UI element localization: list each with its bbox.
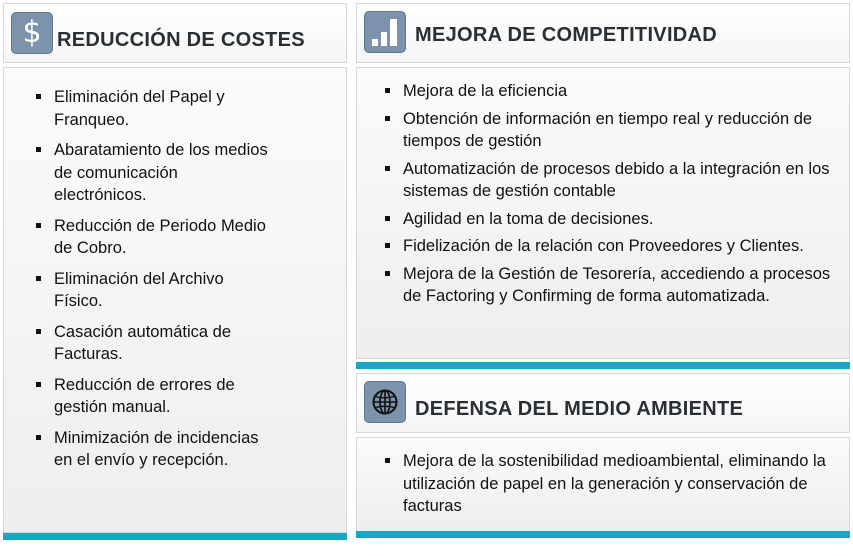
list-item: Eliminación del Archivo Físico. bbox=[32, 268, 272, 313]
accent-bar bbox=[3, 533, 347, 540]
list-item: Reducción de Periodo Medio de Cobro. bbox=[32, 215, 272, 260]
costs-panel bbox=[3, 3, 347, 540]
costs-header bbox=[3, 3, 347, 63]
accent-bar bbox=[356, 362, 850, 369]
competitiveness-header bbox=[356, 3, 850, 63]
accent-bar bbox=[356, 531, 850, 538]
globe-icon bbox=[364, 381, 406, 423]
competitiveness-panel bbox=[356, 3, 850, 368]
bar-chart-icon bbox=[364, 11, 406, 53]
environment-title: DEFENSA DEL MEDIO AMBIENTE bbox=[415, 398, 744, 420]
list-item: Reducción de errores de gestión manual. bbox=[32, 374, 272, 419]
list-item: Obtención de información en tiempo real y reducción de tiempos de gestión bbox=[381, 108, 843, 153]
list-item: Minimización de incidencias en el envío y recepción. bbox=[32, 427, 272, 472]
list-item: Abaratamiento de los medios de comunicación electrónicos. bbox=[32, 139, 272, 207]
list-item: Automatización de procesos debido a la integración en los sistemas de gestión contable bbox=[381, 158, 843, 203]
environment-body bbox=[356, 437, 850, 532]
list-item: Eliminación del Papel y Franqueo. bbox=[32, 86, 272, 131]
list-item: Mejora de la eficiencia bbox=[381, 80, 843, 103]
list-item: Mejora de la sostenibilidad medioambiental, eliminando la utilización de papel en la generación y conservación de facturas bbox=[381, 450, 843, 518]
list-item: Mejora de la Gestión de Tesorería, accediendo a procesos de Factoring y Confirming de forma automatizada. bbox=[381, 263, 843, 308]
list-item: Casación automática de Facturas. bbox=[32, 321, 272, 366]
environment-panel bbox=[356, 373, 850, 540]
environment-list bbox=[381, 450, 843, 518]
competitiveness-title: MEJORA DE COMPETITIVIDAD bbox=[415, 24, 718, 46]
dollar-icon: $ bbox=[11, 12, 53, 54]
costs-body bbox=[3, 67, 347, 533]
competitiveness-body bbox=[356, 67, 850, 359]
competitiveness-list bbox=[381, 80, 843, 313]
costs-list bbox=[32, 86, 272, 480]
environment-header bbox=[356, 373, 850, 433]
costs-title: REDUCCIÓN DE COSTES bbox=[57, 29, 305, 51]
list-item: Fidelización de la relación con Proveedores y Clientes. bbox=[381, 235, 843, 258]
list-item: Agilidad en la toma de decisiones. bbox=[381, 208, 843, 231]
